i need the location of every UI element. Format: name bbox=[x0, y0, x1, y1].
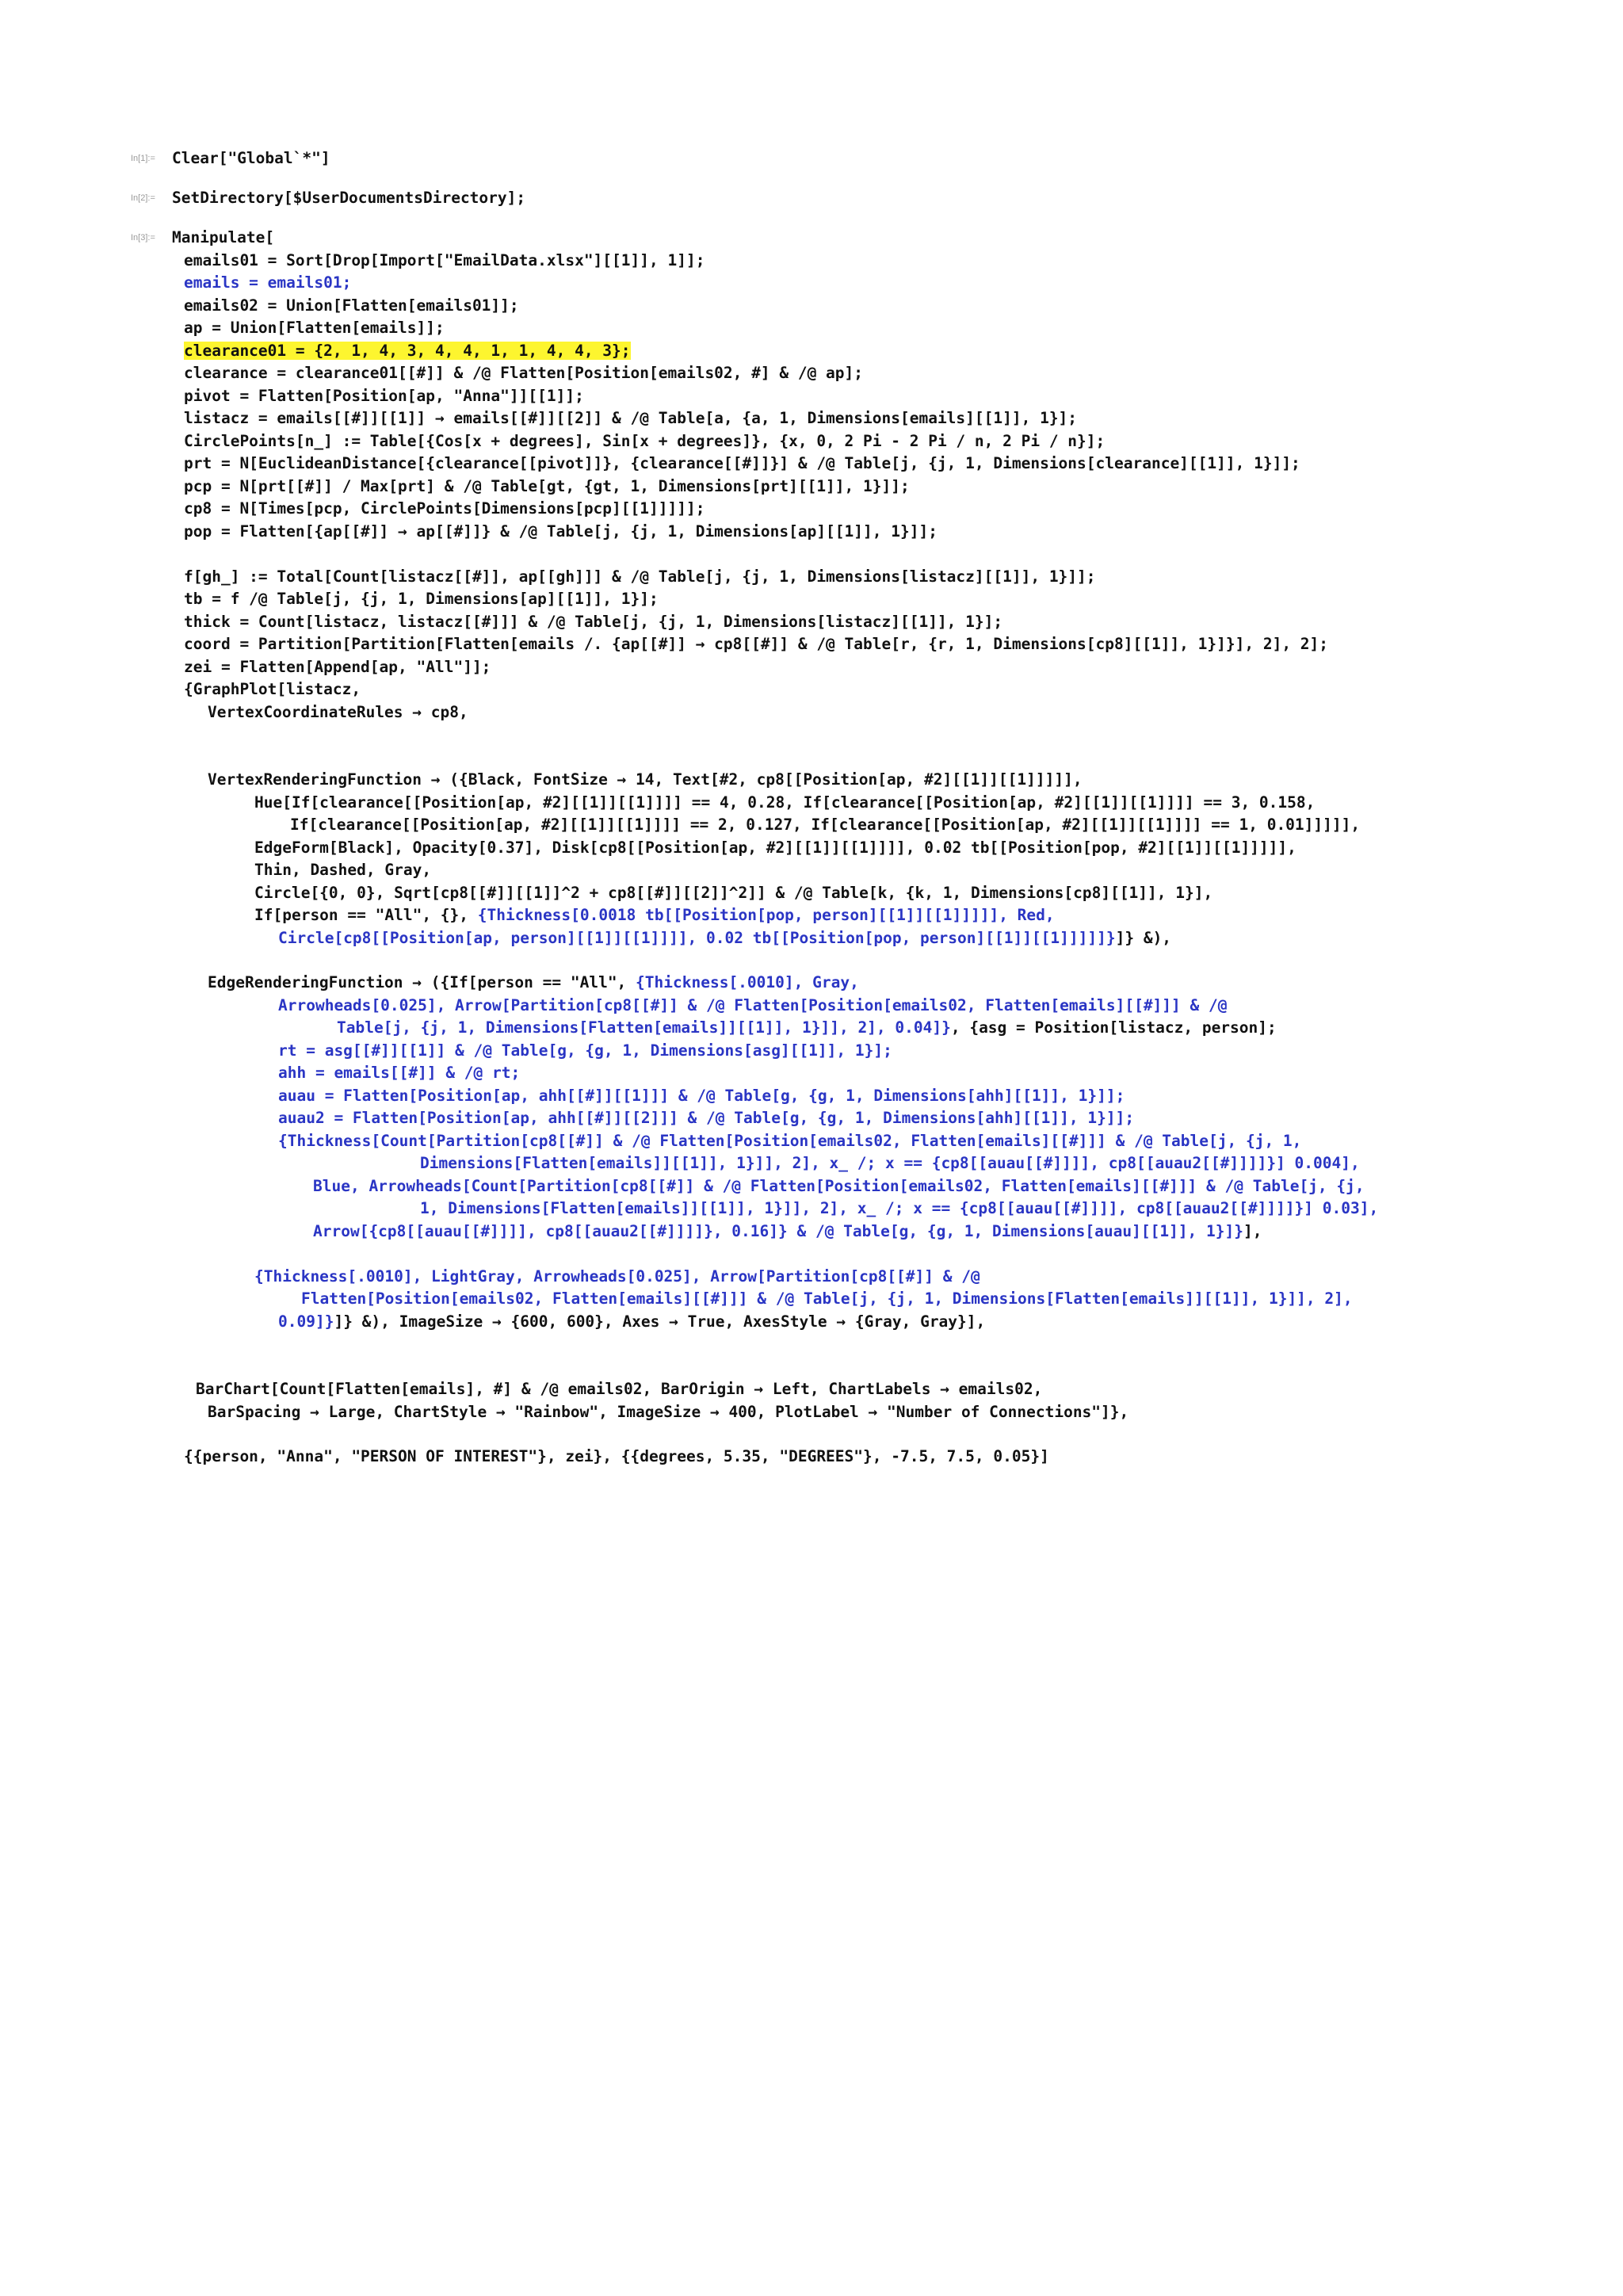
code-line[interactable] bbox=[184, 319, 445, 339]
code-segment: , {asg = Position[listacz, person]; bbox=[950, 1018, 1277, 1037]
code-segment: emails02 = Union[Flatten[emails01]]; bbox=[184, 296, 519, 315]
highlighted-code: clearance01 = {2, 1, 4, 3, 4, 4, 1, 1, 4, 4, 3}; bbox=[184, 342, 631, 360]
code-line[interactable] bbox=[184, 454, 1300, 475]
code-line[interactable] bbox=[184, 590, 659, 610]
code-segment: Flatten[Position[emails02, Flatten[emails][[#]]] & /@ Table[j, {j, 1, Dimensions[Flatten[emails]][[1]], 1}]], 2], bbox=[301, 1289, 1353, 1308]
code-segment: Circle[{0, 0}, Sqrt[cp8[[#]][[1]]^2 + cp8[[#]][[2]]^2]] & /@ Table[k, {k, 1, Dimensions[cp8][[1]], 1}], bbox=[254, 884, 1213, 902]
code-segment: emails = emails01; bbox=[184, 273, 352, 292]
code-line[interactable] bbox=[254, 1267, 980, 1288]
cell-prompt: In[3]:= bbox=[131, 233, 155, 243]
code-segment: pop = Flatten[{ap[[#]] → ap[[#]]} & /@ Table[j, {j, 1, Dimensions[ap][[1]], 1}]]; bbox=[184, 522, 938, 541]
code-segment: Manipulate[ bbox=[172, 228, 275, 246]
code-line[interactable] bbox=[172, 228, 274, 249]
code-line[interactable] bbox=[254, 861, 431, 881]
code-segment: SetDirectory[$UserDocumentsDirectory]; bbox=[172, 189, 526, 207]
code-line[interactable] bbox=[184, 387, 584, 407]
code-segment: clearance = clearance01[[#]] & /@ Flatten[Position[emails02, #] & /@ ap]; bbox=[184, 364, 864, 382]
code-segment: BarChart[Count[Flatten[emails], #] & /@ emails02, BarOrigin → Left, ChartLabels → emails02, bbox=[196, 1380, 1043, 1398]
code-segment: 0.09]} bbox=[278, 1312, 334, 1331]
code-line[interactable] bbox=[208, 1403, 1128, 1423]
code-line[interactable] bbox=[208, 703, 468, 724]
code-line[interactable] bbox=[184, 432, 1105, 453]
code-segment: {Thickness[.0010], LightGray, Arrowheads[0.025], Arrow[Partition[cp8[[#]] & /@ bbox=[254, 1267, 980, 1286]
code-line[interactable] bbox=[254, 884, 1212, 904]
code-segment: ]} &), bbox=[1115, 929, 1172, 947]
code-line[interactable] bbox=[184, 364, 863, 384]
code-line[interactable] bbox=[184, 273, 351, 294]
code-segment: {Thickness[Count[Partition[cp8[[#]] & /@ Flatten[Position[emails02, Flatten[emails][[#]]] & /@ Table[j, {j, 1, bbox=[278, 1132, 1302, 1150]
code-line[interactable] bbox=[278, 929, 1171, 949]
code-line[interactable] bbox=[313, 1177, 1365, 1198]
code-line[interactable] bbox=[208, 770, 1083, 791]
code-segment: {Thickness[0.0018 tb[[Position[pop, person][[1]][[1]]]]], Red, bbox=[477, 906, 1055, 924]
code-segment: ap = Union[Flatten[emails]]; bbox=[184, 319, 445, 337]
code-line[interactable] bbox=[184, 567, 1096, 588]
code-line[interactable] bbox=[196, 1380, 1042, 1400]
code-line[interactable] bbox=[184, 635, 1328, 655]
code-line[interactable] bbox=[313, 1222, 1262, 1243]
code-segment: Thin, Dashed, Gray, bbox=[254, 861, 432, 879]
code-line[interactable] bbox=[184, 680, 361, 701]
code-line[interactable] bbox=[290, 816, 1360, 836]
code-segment: VertexRenderingFunction → ({Black, FontSize → 14, Text[#2, cp8[[Position[ap, #2][[1]][[1]]]]], bbox=[208, 770, 1083, 789]
code-line[interactable] bbox=[278, 996, 1227, 1017]
code-segment: Clear["Global`*"] bbox=[172, 149, 330, 167]
code-line[interactable] bbox=[420, 1154, 1360, 1175]
code-line[interactable] bbox=[254, 793, 1315, 814]
code-segment: Arrow[{cp8[[auau[[#]]]], cp8[[auau2[[#]]]]}, 0.16]} & /@ Table[g, {g, 1, Dimensions[auau][[1]], 1}]} bbox=[313, 1222, 1243, 1240]
code-segment: Table[j, {j, 1, Dimensions[Flatten[emails]][[1]], 1}]], 2], 0.04]} bbox=[337, 1018, 951, 1037]
code-segment: listacz = emails[[#]][[1]] → emails[[#]][[2]] & /@ Table[a, {a, 1, Dimensions[emails][[1]], 1}]; bbox=[184, 409, 1078, 427]
code-line[interactable] bbox=[184, 342, 631, 362]
code-line[interactable] bbox=[184, 613, 1002, 633]
code-line[interactable] bbox=[184, 409, 1077, 430]
code-segment: prt = N[EuclideanDistance[{clearance[[pivot]]}, {clearance[[#]]}] & /@ Table[j, {j, 1, Dimensions[clearance][[1]], 1}]]; bbox=[184, 454, 1300, 472]
code-line[interactable] bbox=[208, 973, 859, 994]
code-line[interactable] bbox=[278, 1064, 520, 1084]
code-line[interactable] bbox=[184, 522, 938, 543]
code-segment: Arrowheads[0.025], Arrow[Partition[cp8[[#]] & /@ Flatten[Position[emails02, Flatten[emails][[#]]] & /@ bbox=[278, 996, 1228, 1014]
code-segment: pivot = Flatten[Position[ap, "Anna"]][[1]]; bbox=[184, 387, 584, 405]
code-line[interactable] bbox=[184, 1447, 1049, 1468]
code-segment: BarSpacing → Large, ChartStyle → "Rainbow", ImageSize → 400, PlotLabel → "Number of Connections"]}, bbox=[208, 1403, 1129, 1421]
code-segment: emails01 = Sort[Drop[Import["EmailData.xlsx"][[1]], 1]]; bbox=[184, 251, 705, 269]
code-segment: ahh = emails[[#]] & /@ rt; bbox=[278, 1064, 521, 1082]
code-segment: Hue[If[clearance[[Position[ap, #2][[1]][[1]]]] == 4, 0.28, If[clearance[[Position[ap, #2][[1]][[1]]]] == 3, 0.158, bbox=[254, 793, 1316, 812]
code-line[interactable] bbox=[278, 1041, 892, 1062]
code-segment: Dimensions[Flatten[emails]][[1]], 1}]], 2], x_ /; x == {cp8[[auau[[#]]]], cp8[[auau2[[#]]]]}] 0.004], bbox=[420, 1154, 1360, 1172]
code-segment: pcp = N[prt[[#]] / Max[prt] & /@ Table[gt, {gt, 1, Dimensions[prt][[1]], 1}]]; bbox=[184, 477, 910, 495]
code-segment: {GraphPlot[listacz, bbox=[184, 680, 361, 698]
code-segment: auau = Flatten[Position[ap, ahh[[#]][[1]]] & /@ Table[g, {g, 1, Dimensions[ahh][[1]], 1}]]; bbox=[278, 1087, 1125, 1105]
code-segment: thick = Count[listacz, listacz[[#]]] & /@ Table[j, {j, 1, Dimensions[listacz][[1]], 1}]; bbox=[184, 613, 1003, 631]
code-segment: Circle[cp8[[Position[ap, person][[1]][[1]]]], 0.02 tb[[Position[pop, person][[1]][[1]]]]]} bbox=[278, 929, 1116, 947]
code-segment: f[gh_] := Total[Count[listacz[[#]], ap[[gh]]] & /@ Table[j, {j, 1, Dimensions[listacz][[1]], 1}]]; bbox=[184, 567, 1096, 586]
code-line[interactable] bbox=[184, 499, 705, 520]
code-line[interactable] bbox=[254, 839, 1296, 859]
code-line[interactable] bbox=[184, 296, 519, 317]
code-segment: EdgeRenderingFunction → ({If[person == "All", bbox=[208, 973, 636, 991]
code-segment: {{person, "Anna", "PERSON OF INTEREST"}, zei}, {{degrees, 5.35, "DEGREES"}, -7.5, 7.5, 0.05}] bbox=[184, 1447, 1049, 1465]
code-line[interactable] bbox=[420, 1199, 1378, 1220]
code-line[interactable] bbox=[278, 1312, 985, 1333]
code-line[interactable] bbox=[278, 1087, 1125, 1107]
code-segment: rt = asg[[#]][[1]] & /@ Table[g, {g, 1, Dimensions[asg][[1]], 1}]; bbox=[278, 1041, 892, 1060]
code-segment: ]} &), ImageSize → {600, 600}, Axes → True, AxesStyle → {Gray, Gray}], bbox=[334, 1312, 986, 1331]
code-line[interactable] bbox=[172, 189, 525, 209]
cell-prompt: In[1]:= bbox=[131, 154, 155, 163]
code-segment: auau2 = Flatten[Position[ap, ahh[[#]][[2]]] & /@ Table[g, {g, 1, Dimensions[ahh][[1]], 1}]]; bbox=[278, 1109, 1135, 1127]
code-line[interactable] bbox=[301, 1289, 1353, 1310]
code-segment: CirclePoints[n_] := Table[{Cos[x + degrees], Sin[x + degrees]}, {x, 0, 2 Pi - 2 Pi / n, 2 Pi / n}]; bbox=[184, 432, 1106, 450]
code-segment: If[person == "All", {}, bbox=[254, 906, 478, 924]
code-segment: EdgeForm[Black], Opacity[0.37], Disk[cp8[[Position[ap, #2][[1]][[1]]]], 0.02 tb[[Position[pop, #2][[1]][[1]]]]], bbox=[254, 839, 1296, 857]
code-segment: zei = Flatten[Append[ap, "All"]]; bbox=[184, 658, 491, 676]
code-segment: {Thickness[.0010], Gray, bbox=[636, 973, 859, 991]
code-line[interactable] bbox=[184, 658, 491, 678]
code-segment: ], bbox=[1243, 1222, 1262, 1240]
code-segment: cp8 = N[Times[pcp, CirclePoints[Dimensions[pcp][[1]]]]]; bbox=[184, 499, 705, 518]
code-segment: 1, Dimensions[Flatten[emails]][[1]], 1}]], 2], x_ /; x == {cp8[[auau[[#]]]], cp8[[auau2[[#]]]]}] 0.03], bbox=[420, 1199, 1379, 1217]
cell-prompt: In[2]:= bbox=[131, 193, 155, 203]
code-line[interactable] bbox=[278, 1109, 1134, 1129]
code-line[interactable] bbox=[184, 251, 705, 272]
code-line[interactable] bbox=[172, 149, 330, 170]
code-line[interactable] bbox=[184, 477, 910, 498]
code-line[interactable] bbox=[278, 1132, 1301, 1152]
code-line[interactable] bbox=[337, 1018, 1277, 1039]
code-segment: coord = Partition[Partition[Flatten[emails /. {ap[[#]] → cp8[[#]] & /@ Table[r, {r, 1, Dimensions[cp8][[1]], 1}]}], 2], 2]; bbox=[184, 635, 1329, 653]
code-segment: tb = f /@ Table[j, {j, 1, Dimensions[ap][[1]], 1}]; bbox=[184, 590, 659, 608]
code-segment: VertexCoordinateRules → cp8, bbox=[208, 703, 468, 721]
code-segment: If[clearance[[Position[ap, #2][[1]][[1]]]] == 2, 0.127, If[clearance[[Position[ap, #2][[1]][[1]]]] == 1, 0.01]]]]], bbox=[290, 816, 1361, 834]
code-line[interactable] bbox=[254, 906, 1055, 926]
code-segment: Blue, Arrowheads[Count[Partition[cp8[[#]] & /@ Flatten[Position[emails02, Flatten[emails][[#]]] & /@ Table[j, {j, bbox=[313, 1177, 1365, 1195]
